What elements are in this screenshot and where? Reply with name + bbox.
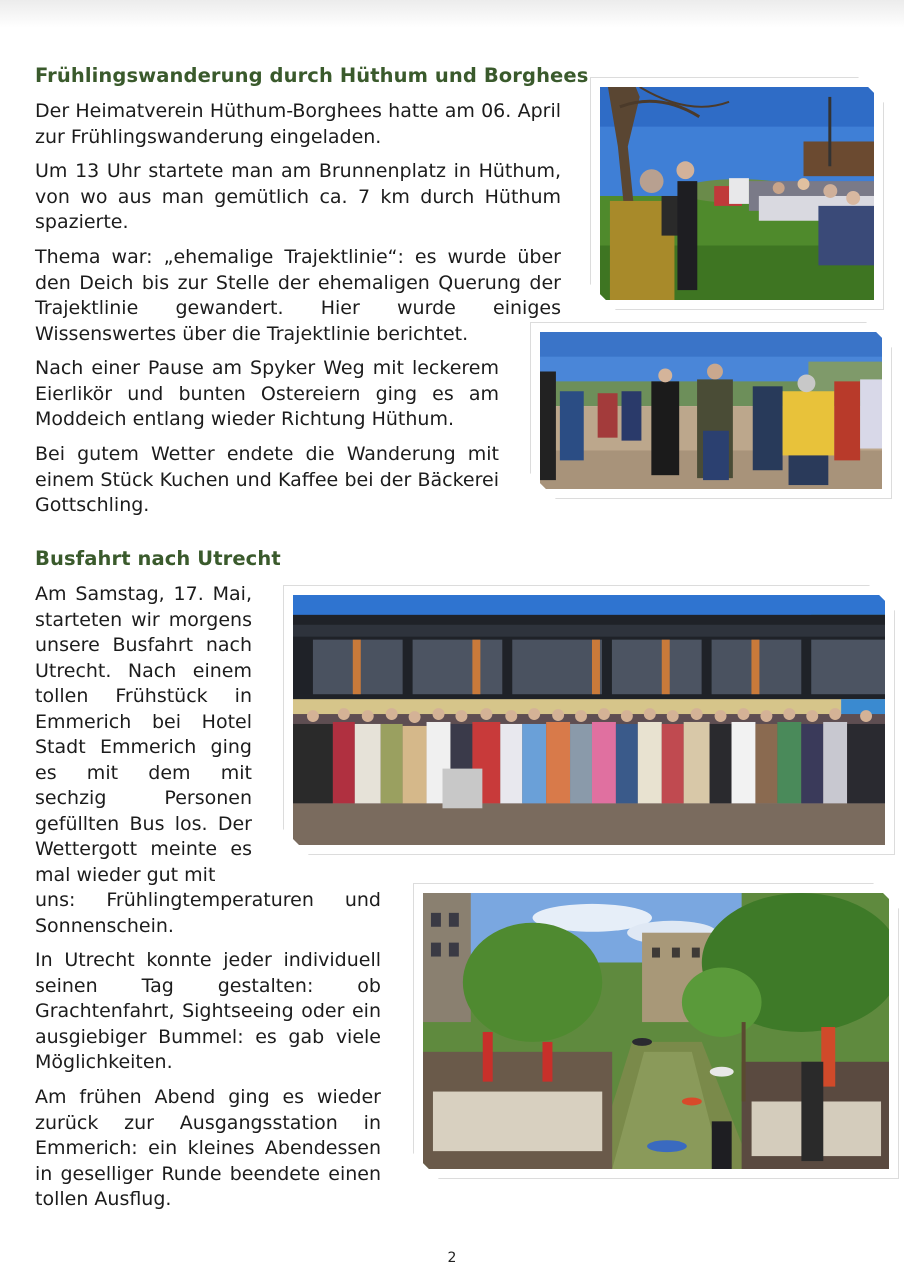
photo-wanderung-weg — [530, 322, 892, 499]
paragraph-start: Um 13 Uhr startete man am Brunnenplatz in Hüthum, von wo aus man gemütlich ca. 7 km durch Hüthum spazierte. — [35, 160, 561, 233]
paragraph-pause: Nach einer Pause am Spyker Weg mit leckerem Eierlikör und bunten Ostereiern ging es am Moddeich entlang wieder Richtung Hüthum. — [35, 357, 499, 430]
photo-utrecht-gracht-image — [423, 893, 889, 1169]
section-heading-wanderung: Frühlingswanderung durch Hüthum und Borghees — [35, 64, 589, 87]
photo-utrecht-gracht — [413, 883, 899, 1179]
paragraph-thema: Thema war: „ehemalige Trajektlinie“: es wurde über den Deich bis zur Stelle der ehemaligen Querung der Trajektlinie gewandert. Hier wurde einiges Wissenswertes über die Trajektlinie berichtet. — [35, 246, 561, 345]
section-heading-busfahrt: Busfahrt nach Utrecht — [35, 547, 281, 570]
top-shade — [0, 0, 904, 28]
photo-wanderung-wiese-image — [600, 87, 874, 300]
paragraph-busfahrt-start: Am Samstag, 17. Mai, starteten wir morgens unsere Busfahrt nach Utrecht. Nach einem tollen Frühstück in Emmerich bei Hotel Stadt Emmerich ging es mit dem mit sechzig Personen gefüllten Bus los. Der Wettergott meinte es mal wieder gut mit — [35, 583, 252, 886]
paragraph-einladung: Der Heimatverein Hüthum-Borghees hatte am 06. April zur Frühlingswanderung eingeladen. — [35, 100, 561, 148]
photo-busgruppe-image — [293, 595, 885, 845]
photo-wanderung-weg-image — [540, 332, 882, 489]
paragraph-wetter: uns: Frühlingtemperaturen und Sonnenschein. — [35, 889, 381, 937]
page-number: 2 — [447, 1250, 457, 1266]
photo-busgruppe — [283, 585, 895, 855]
photo-wanderung-wiese — [590, 77, 884, 310]
paragraph-utrecht: In Utrecht konnte jeder individuell seinen Tag gestalten: ob Grachtenfahrt, Sightseeing oder ein ausgiebiger Bummel: es gab viele Möglichkeiten. — [35, 949, 381, 1073]
paragraph-rueckfahrt: Am frühen Abend ging es wieder zurück zur Ausgangsstation in Emmerich: ein kleines Abendessen in geselliger Runde beendete einen tollen Ausflug. — [35, 1086, 381, 1210]
paragraph-ende: Bei gutem Wetter endete die Wanderung mit einem Stück Kuchen und Kaffee bei der Bäckerei Gottschling. — [35, 443, 499, 516]
